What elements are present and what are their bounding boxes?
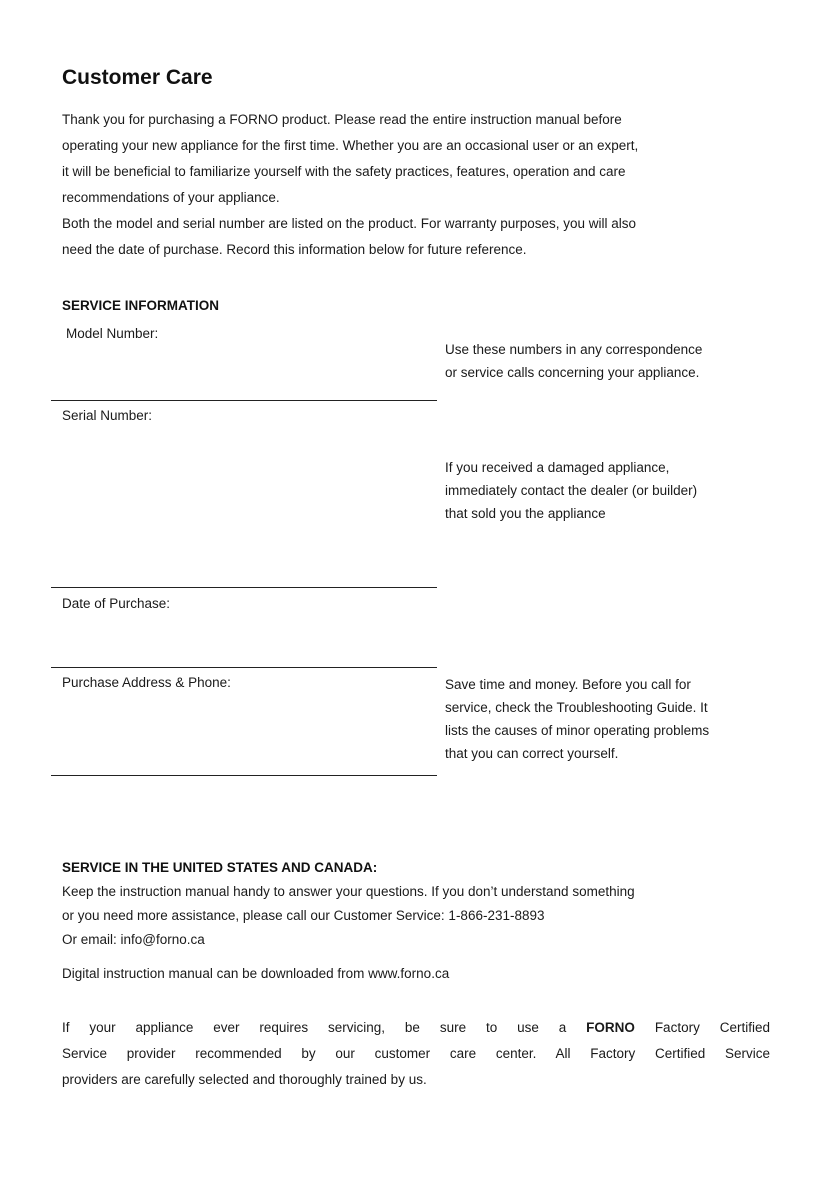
digital-manual-text: Digital instruction manual can be downloaded from www.forno.ca bbox=[62, 966, 450, 981]
model-number-label: Model Number: bbox=[66, 326, 159, 341]
service-line: or you need more assistance, please call our Customer Service: 1-866-231-8893 bbox=[62, 908, 545, 923]
date-of-purchase-label: Date of Purchase: bbox=[62, 596, 171, 611]
service-us-canada-paragraph bbox=[62, 880, 782, 952]
intro-line: it will be beneficial to familiarize yourself with the safety practices, features, operation and care bbox=[62, 164, 626, 179]
note-line: If you received a damaged appliance, bbox=[445, 460, 670, 475]
note-line: service, check the Troubleshooting Guide. It bbox=[445, 700, 708, 715]
serial-number-line bbox=[51, 587, 437, 588]
servicing-text: Factory Certified bbox=[654, 1020, 770, 1035]
note-line: Save time and money. Before you call for bbox=[445, 677, 691, 692]
servicing-text: If your appliance ever requires servicing, be sure to use a bbox=[62, 1020, 567, 1035]
save-time-note bbox=[445, 673, 785, 765]
servicing-line bbox=[62, 1015, 770, 1041]
purchase-address-line bbox=[51, 775, 437, 776]
purchase-address-label: Purchase Address & Phone: bbox=[62, 675, 231, 690]
service-us-canada-heading: SERVICE IN THE UNITED STATES AND CANADA: bbox=[62, 860, 378, 875]
forno-brand: FORNO bbox=[586, 1020, 635, 1035]
note-line: Use these numbers in any correspondence bbox=[445, 342, 703, 357]
model-number-line bbox=[51, 400, 437, 401]
note-line: or service calls concerning your appliance. bbox=[445, 365, 700, 380]
numbers-note bbox=[445, 338, 785, 384]
date-of-purchase-line bbox=[51, 667, 437, 668]
intro-line: need the date of purchase. Record this information below for future reference. bbox=[62, 242, 527, 257]
servicing-line: providers are carefully selected and thoroughly trained by us. bbox=[62, 1072, 427, 1087]
service-line: Or email: info@forno.ca bbox=[62, 932, 205, 947]
note-line: immediately contact the dealer (or builder) bbox=[445, 483, 698, 498]
note-line: lists the causes of minor operating problems bbox=[445, 723, 710, 738]
intro-line: Thank you for purchasing a FORNO product. Please read the entire instruction manual before bbox=[62, 112, 622, 127]
servicing-paragraph bbox=[62, 1015, 770, 1093]
intro-line: recommendations of your appliance. bbox=[62, 190, 280, 205]
intro-line: operating your new appliance for the first time. Whether you are an occasional user or an expert, bbox=[62, 138, 639, 153]
page-title: Customer Care bbox=[62, 66, 213, 89]
intro-paragraph bbox=[62, 107, 782, 263]
damaged-appliance-note bbox=[445, 456, 785, 525]
note-line: that sold you the appliance bbox=[445, 506, 606, 521]
service-information-heading: SERVICE INFORMATION bbox=[62, 298, 220, 313]
service-line: Keep the instruction manual handy to answer your questions. If you don’t understand something bbox=[62, 884, 635, 899]
servicing-line: Service provider recommended by our customer care center. All Factory Certified Service bbox=[62, 1046, 770, 1061]
intro-line: Both the model and serial number are listed on the product. For warranty purposes, you will also bbox=[62, 216, 637, 231]
note-line: that you can correct yourself. bbox=[445, 746, 619, 761]
serial-number-label: Serial Number: bbox=[62, 408, 153, 423]
